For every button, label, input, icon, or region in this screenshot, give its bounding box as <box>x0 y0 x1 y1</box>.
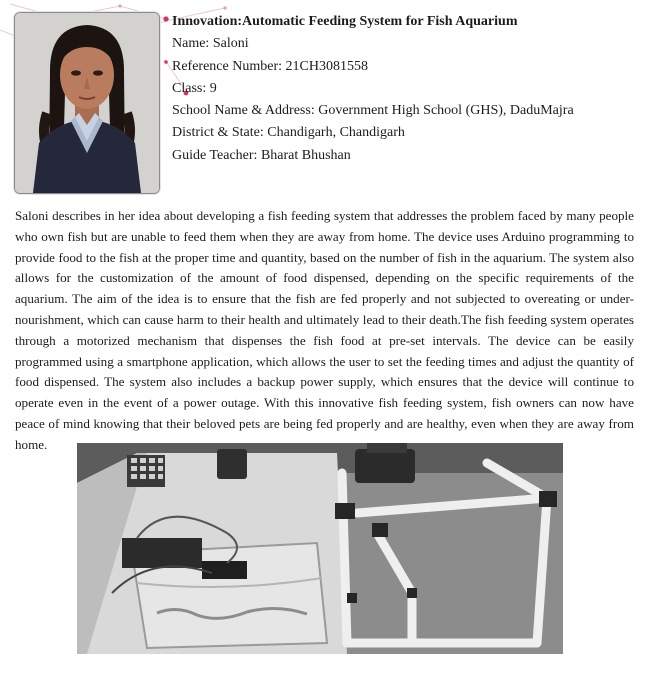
project-photo <box>77 443 563 654</box>
district-state: District & State: Chandigarh, Chandigarh <box>172 125 405 141</box>
guide-teacher: Guide Teacher: Bharat Bhushan <box>172 147 351 163</box>
student-info <box>172 11 642 167</box>
school-name-address: School Name & Address: Government High School (GHS), DaduMajra <box>172 103 574 119</box>
student-photo <box>14 12 160 194</box>
student-name: Name: Saloni <box>172 36 249 52</box>
reference-number: Reference Number: 21CH3081558 <box>172 58 368 74</box>
student-class: Class: 9 <box>172 80 217 96</box>
description-paragraph: Saloni describes in her idea about developing a fish feeding system that addresses the problem faced by many people who own fish but are unable to feed them when they are away from home. The device uses Arduino programming to provide food to the fish at the proper time and quantity, based on the number of fish in the aquarium. The system also allows for the customization of the amount of food dispensed, depending on the specific requirements of the aquarium. The aim of the idea is to ensure that the fish are fed properly and not subjected to overeating or under-nourishment, which can cause harm to their health and ultimately lead to their death.The fish feeding system operates through a motorized mechanism that dispenses the fish food at pre-set intervals. The device can be easily programmed using a smartphone application, which allows the user to set the feeding times and adjust the quantity of food dispensed. The system also includes a backup power supply, which ensures that the device will continue to operate even in the event of a power outage. With this innovative fish feeding system, fish owners can now have peace of mind knowing that their beloved pets are being fed properly and are healthy, even when they are away from home. <box>15 208 634 452</box>
innovation-title: Innovation:Automatic Feeding System for Fish Aquarium <box>172 14 518 29</box>
